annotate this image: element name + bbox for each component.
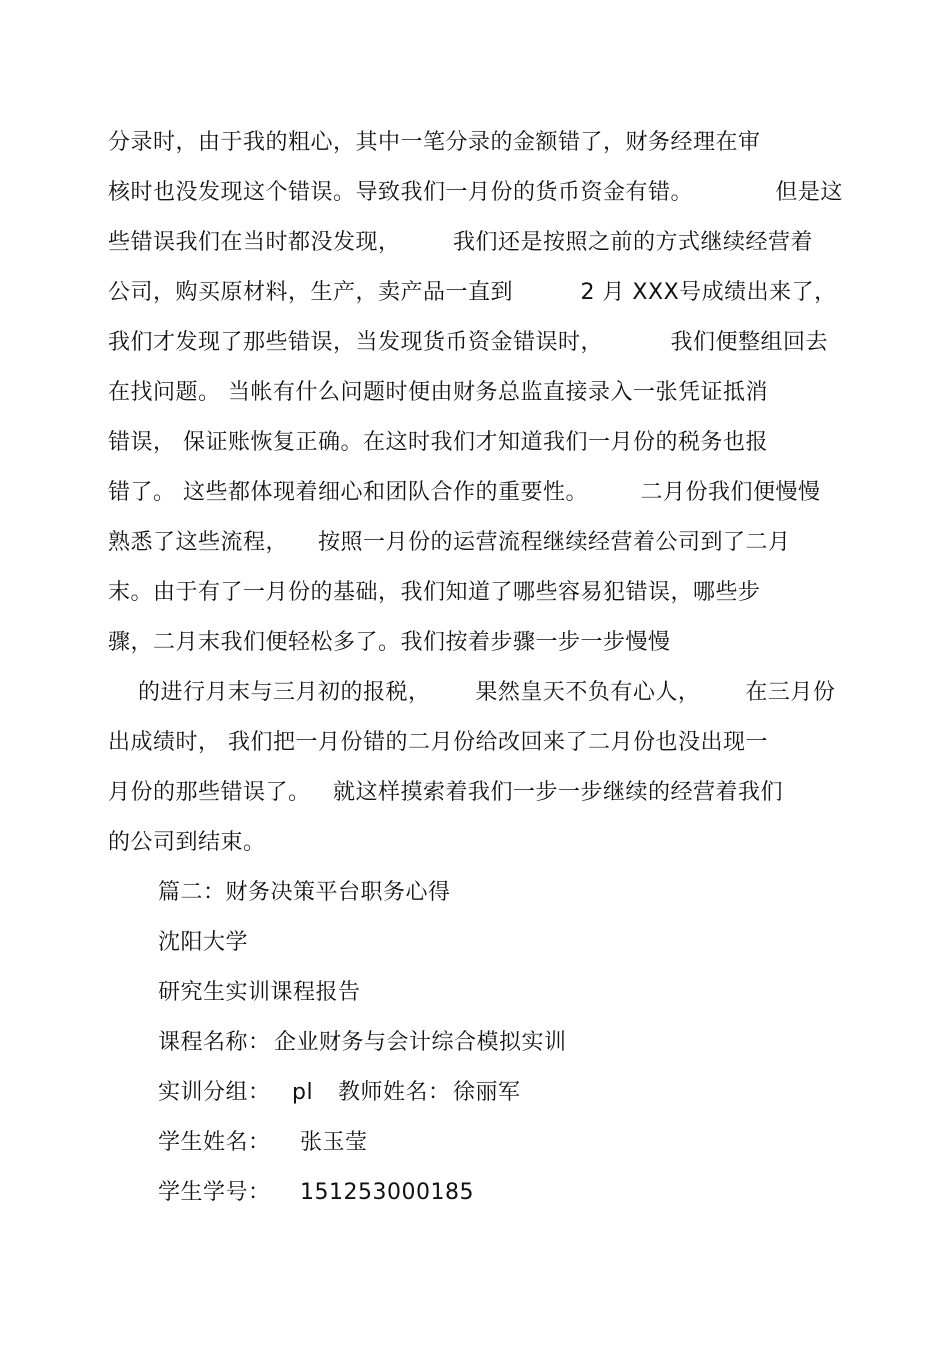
- paragraph-line-14: 月份的那些错误了。 就这样摸索着我们一步一步继续的经营着我们: [108, 780, 783, 805]
- student-id-value: 151253000185: [300, 1180, 474, 1205]
- paragraph-line-12: 的进行月末与三月初的报税， 果然皇天不负有心人， 在三月份: [108, 680, 836, 705]
- paragraph-line-7: 错误， 保证账恢复正确。在这时我们才知道我们一月份的税务也报: [108, 430, 768, 455]
- paragraph-line-2: 核时也没发现这个错误。导致我们一月份的货币资金有错。 但是这: [108, 180, 843, 205]
- university-name: 沈阳大学: [158, 930, 249, 955]
- paragraph-line-6: 在找问题。 当帐有什么问题时便由财务总监直接录入一张凭证抵消: [108, 380, 768, 405]
- teacher-label: 教师姓名：: [338, 1080, 451, 1105]
- group-label: 实训分组：: [158, 1080, 271, 1105]
- section-heading: 篇二：财务决策平台职务心得: [158, 880, 451, 905]
- student-name-value: 张玉莹: [300, 1130, 368, 1155]
- paragraph-line-15: 的公司到结束。: [108, 830, 266, 855]
- paragraph-line-4: 公司，购买原材料，生产，卖产品一直到 2 月 XXX号成绩出来了，: [108, 280, 837, 305]
- group-value: pl: [292, 1080, 314, 1105]
- paragraph-line-8: 错了。 这些都体现着细心和团队合作的重要性。 二月份我们便慢慢: [108, 480, 821, 505]
- paragraph-line-11: 骤，二月末我们便轻松多了。我们按着步骤一步一步慢慢: [108, 630, 671, 655]
- course-value: 企业财务与会计综合模拟实训: [274, 1030, 567, 1055]
- course-label: 课程名称：: [158, 1030, 271, 1055]
- teacher-value: 徐丽军: [453, 1080, 521, 1105]
- paragraph-line-3: 些错误我们在当时都没发现， 我们还是按照之前的方式继续经营着: [108, 230, 813, 255]
- student-name-label: 学生姓名：: [158, 1130, 271, 1155]
- paragraph-line-5: 我们才发现了那些错误，当发现货币资金错误时， 我们便整组回去: [108, 330, 828, 355]
- paragraph-line-9: 熟悉了这些流程， 按照一月份的运营流程继续经营着公司到了二月: [108, 530, 791, 555]
- paragraph-line-13: 出成绩时， 我们把一月份错的二月份给改回来了二月份也没出现一: [108, 730, 768, 755]
- student-id-label: 学生学号：: [158, 1180, 271, 1205]
- report-title: 研究生实训课程报告: [158, 980, 361, 1005]
- paragraph-line-10: 末。由于有了一月份的基础，我们知道了哪些容易犯错误，哪些步: [108, 580, 761, 605]
- paragraph-line-1: 分录时，由于我的粗心，其中一笔分录的金额错了，财务经理在审: [108, 130, 761, 155]
